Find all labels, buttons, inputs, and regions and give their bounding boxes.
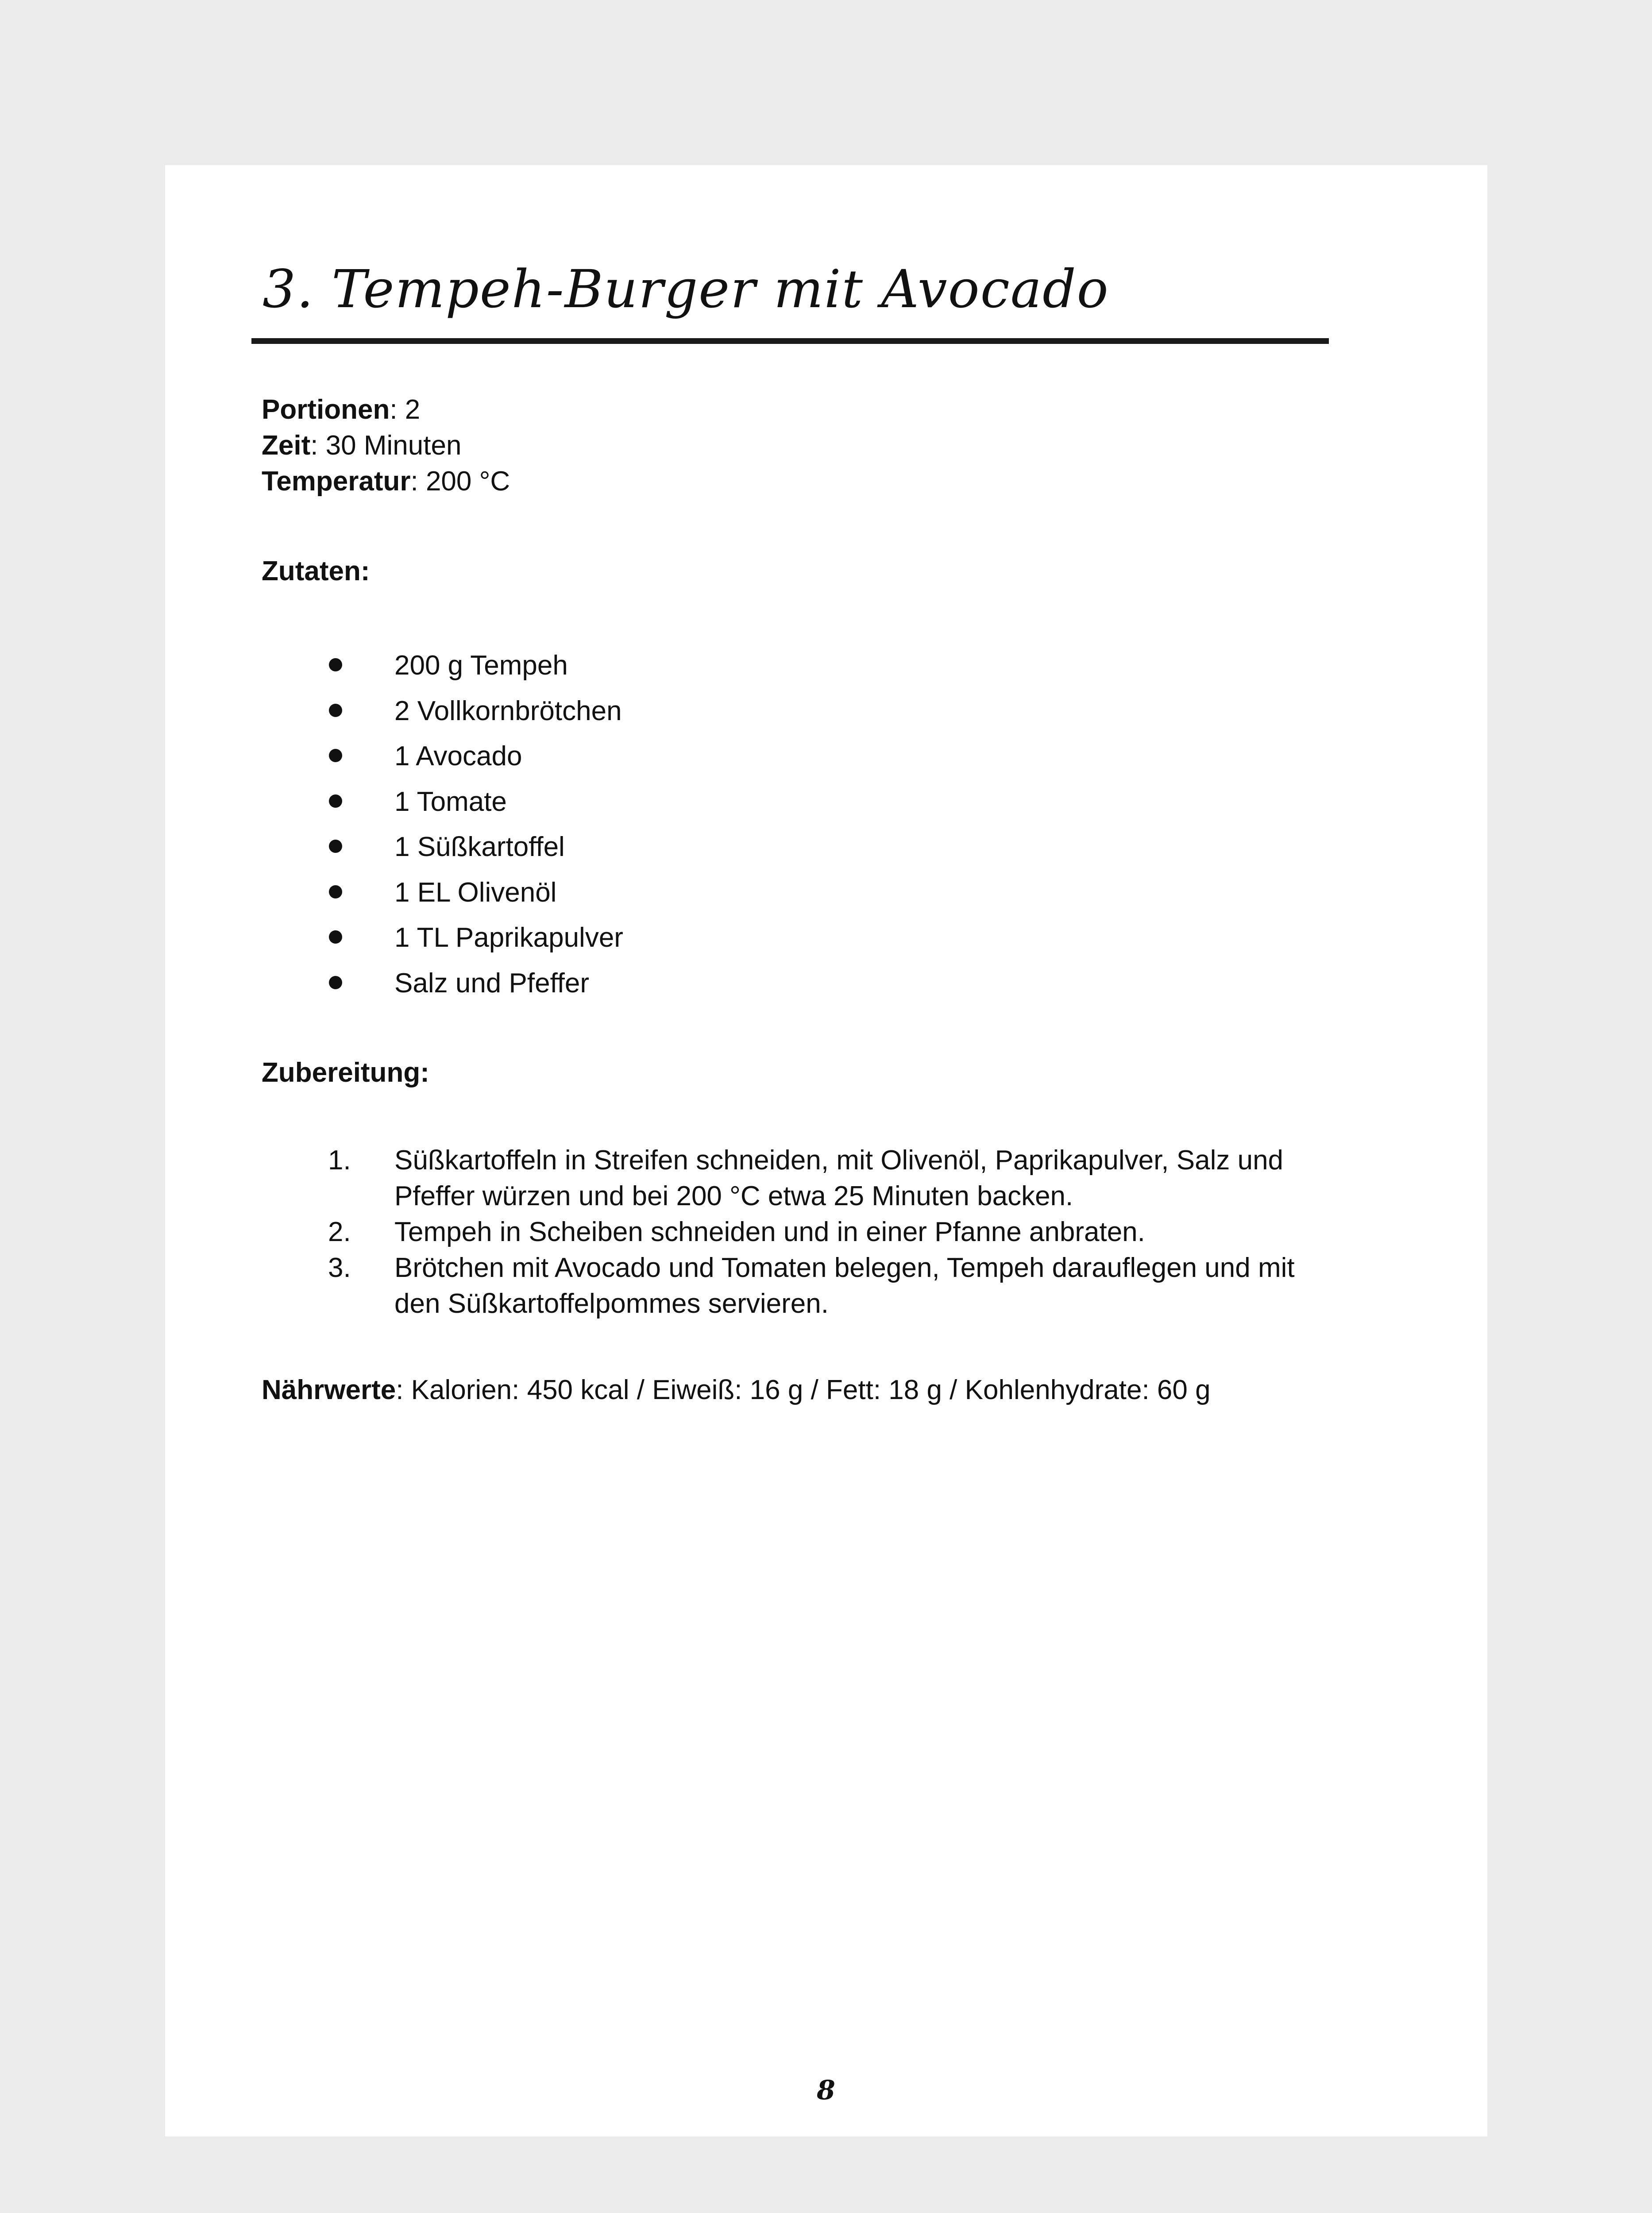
- meta-time-value: : 30 Minuten: [310, 430, 462, 461]
- list-item: [165, 1250, 1346, 1322]
- bullet-icon: [329, 930, 342, 944]
- preparation-steps: [165, 1142, 1346, 1322]
- list-item: [165, 1142, 1346, 1214]
- step-text: Brötchen mit Avocado und Tomaten belegen, Tempeh darauflegen und mit den Süßkartoffelpommes servieren.: [394, 1253, 1295, 1319]
- nutrition-label: Nährwerte: [262, 1375, 396, 1405]
- title-underline: [251, 338, 1329, 344]
- bullet-icon: [329, 658, 342, 671]
- preparation-heading: Zubereitung:: [262, 1057, 429, 1088]
- meta-time: [262, 428, 510, 463]
- ingredient-label: 1 Süßkartoffel: [394, 832, 565, 862]
- meta-temperature-value: : 200 °C: [410, 466, 510, 497]
- bullet-icon: [329, 840, 342, 853]
- step-number: 3.: [328, 1253, 351, 1283]
- list-item: [165, 1214, 1346, 1250]
- page-number: 8: [817, 2075, 835, 2106]
- meta-servings-value: : 2: [390, 394, 421, 425]
- meta-servings: [262, 392, 510, 428]
- recipe-meta: [262, 392, 510, 499]
- step-text: Süßkartoffeln in Streifen schneiden, mit Olivenöl, Paprikapulver, Salz und Pfeffer würzen und bei 200 °C etwa 25 Minuten backen.: [394, 1145, 1284, 1211]
- ingredient-label: 1 Avocado: [394, 741, 522, 771]
- bullet-icon: [329, 885, 342, 898]
- bullet-icon: [329, 976, 342, 989]
- meta-servings-label: Portionen: [262, 394, 390, 425]
- meta-temperature-label: Temperatur: [262, 466, 411, 497]
- meta-time-label: Zeit: [262, 430, 311, 461]
- ingredient-label: Salz und Pfeffer: [394, 968, 590, 999]
- step-number: 1.: [328, 1145, 351, 1176]
- nutrition-facts: [262, 1372, 1211, 1408]
- document-page: [165, 165, 1487, 2136]
- nutrition-value: : Kalorien: 450 kcal / Eiweiß: 16 g / Fett: 18 g / Kohlenhydrate: 60 g: [396, 1375, 1211, 1405]
- meta-temperature: [262, 463, 510, 499]
- bullet-icon: [329, 704, 342, 717]
- bullet-icon: [329, 749, 342, 762]
- step-number: 2.: [328, 1217, 351, 1247]
- bullet-icon: [329, 794, 342, 808]
- ingredient-label: 1 TL Paprikapulver: [394, 922, 623, 953]
- ingredients-heading: Zutaten:: [262, 556, 370, 586]
- ingredient-label: 1 Tomate: [394, 786, 507, 817]
- ingredient-label: 2 Vollkornbrötchen: [394, 695, 622, 726]
- ingredient-label: 200 g Tempeh: [394, 650, 568, 681]
- recipe-title: 3. Tempeh-Burger mit Avocado: [262, 258, 1109, 320]
- ingredient-label: 1 EL Olivenöl: [394, 877, 557, 908]
- step-text: Tempeh in Scheiben schneiden und in einer Pfanne anbraten.: [394, 1217, 1145, 1247]
